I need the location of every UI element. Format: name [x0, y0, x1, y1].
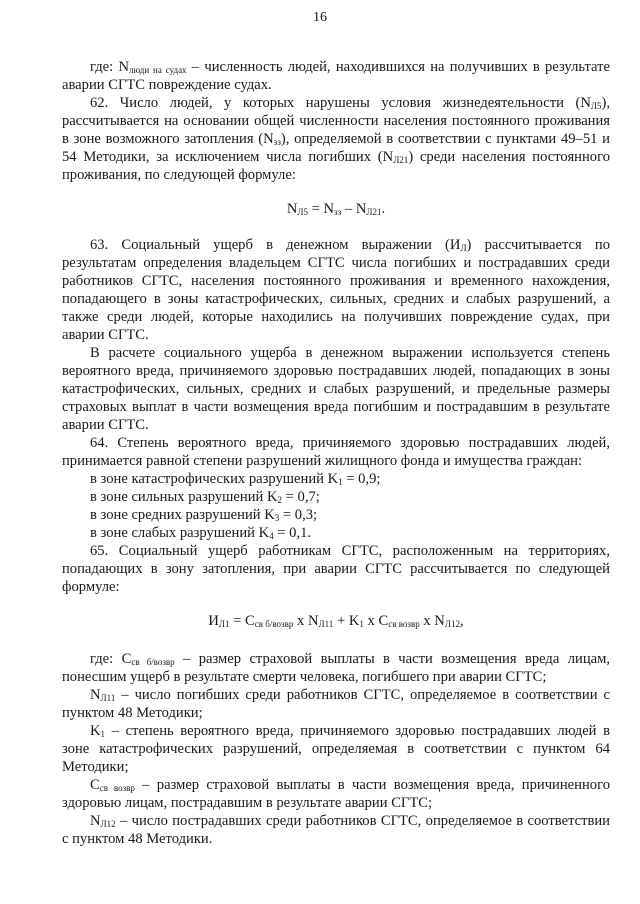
- zone-medium: в зоне средних разрушений $K_3 = 0,3$;: [90, 507, 318, 523]
- definition-c-sv-bvozvr: где: $C_{св б/возвр}$ – размер страховой выплаты в части возмещения вреда лицам, понесшим ущерб в результате смерти человека, погибшего при аварии СГТС;: [62, 651, 610, 685]
- body-text: [62, 58, 610, 848]
- paragraph-63-continued: В расчете социального ущерба в денежном выражении используется степень вероятного вреда, причиняемого здоровью пострадавших людей, попадающих в зоны катастрофических, сильных, средних и слабых разрушений, и предельные размеры страховых выплат в части возмещения вреда погибшим и пострадавшим в результате аварии СГТС.: [62, 345, 610, 433]
- formula-nl5: $N_{Л5} = N_{зз} - N_{Л21}$.: [286, 201, 386, 217]
- zone-weak: в зоне слабых разрушений $K_4 = 0,1$.: [90, 525, 312, 541]
- definition-c-sv-vozvr: $C_{св возвр}$ – размер страховой выплаты в части возмещения вреда, причиненного здоровью лицам, пострадавшим в результате аварии СГТС;: [62, 777, 610, 811]
- paragraph-64: 64. Степень вероятного вреда, причиняемого здоровью пострадавших людей, принимается равной степени разрушений жилищного фонда и имущества граждан:: [62, 435, 610, 469]
- formula-il1: $И_{Л1} = C_{св б/возвр}$ x $N_{Л11} + K_1$ x $C_{св возвр}$ x $N_{Л12}$,: [208, 613, 464, 629]
- definition-nl12: $N_{Л12}$ – число пострадавших среди работников СГТС, определяемое в соответствии с пунктом 48 Методики.: [62, 813, 610, 847]
- paragraph-62: 62. Число людей, у которых нарушены условия жизнедеятельности $(N_{Л5})$, рассчитывается на основании общей численности населения постоянного проживания в зоне возможного затопления $(N_{зз})$, определяемой в соответствии с пунктами 49–51 и 54 Методики, за исключением числа погибших $(N_{Л21})$ среди населения постоянного проживания, по следующей формуле:: [62, 95, 610, 183]
- zone-catastrophic: в зоне катастрофических разрушений $K_1 = 0,9$;: [90, 471, 381, 487]
- zone-strong: в зоне сильных разрушений $K_2 = 0,7$;: [90, 489, 320, 505]
- page-number: 16: [313, 10, 327, 25]
- definition-nl11: $N_{Л11}$ – число погибших среди работников СГТС, определяемое в соответствии с пунктом 48 Методики;: [62, 687, 610, 721]
- definition-k1: $K_1$ – степень вероятного вреда, причиняемого здоровью пострадавших людей в зоне катастрофических разрушений, определяемая в соответствии с пунктом 64 Методики;: [62, 723, 610, 775]
- paragraph-63: 63. Социальный ущерб в денежном выражении $(И_Л)$ рассчитывается по результатам определения владельцем СГТС числа погибших и пострадавших среди работников СГТС, населения постоянного проживания и временного нахождения, попадающего в зоны катастрофических, сильных, средних и слабых разрушений, а также среди людей, которые находились на получивших повреждение судах, при аварии СГТС.: [62, 237, 610, 343]
- paragraph-65: 65. Социальный ущерб работникам СГТС, расположенным на территориях, попадающих в зону затопления, при аварии СГТС рассчитывается по следующей формуле:: [62, 543, 610, 595]
- definition-n-ships: где: $N_{люди на судах}$ – численность людей, находившихся на получивших в результате аварии СГТС повреждение судах.: [62, 59, 610, 93]
